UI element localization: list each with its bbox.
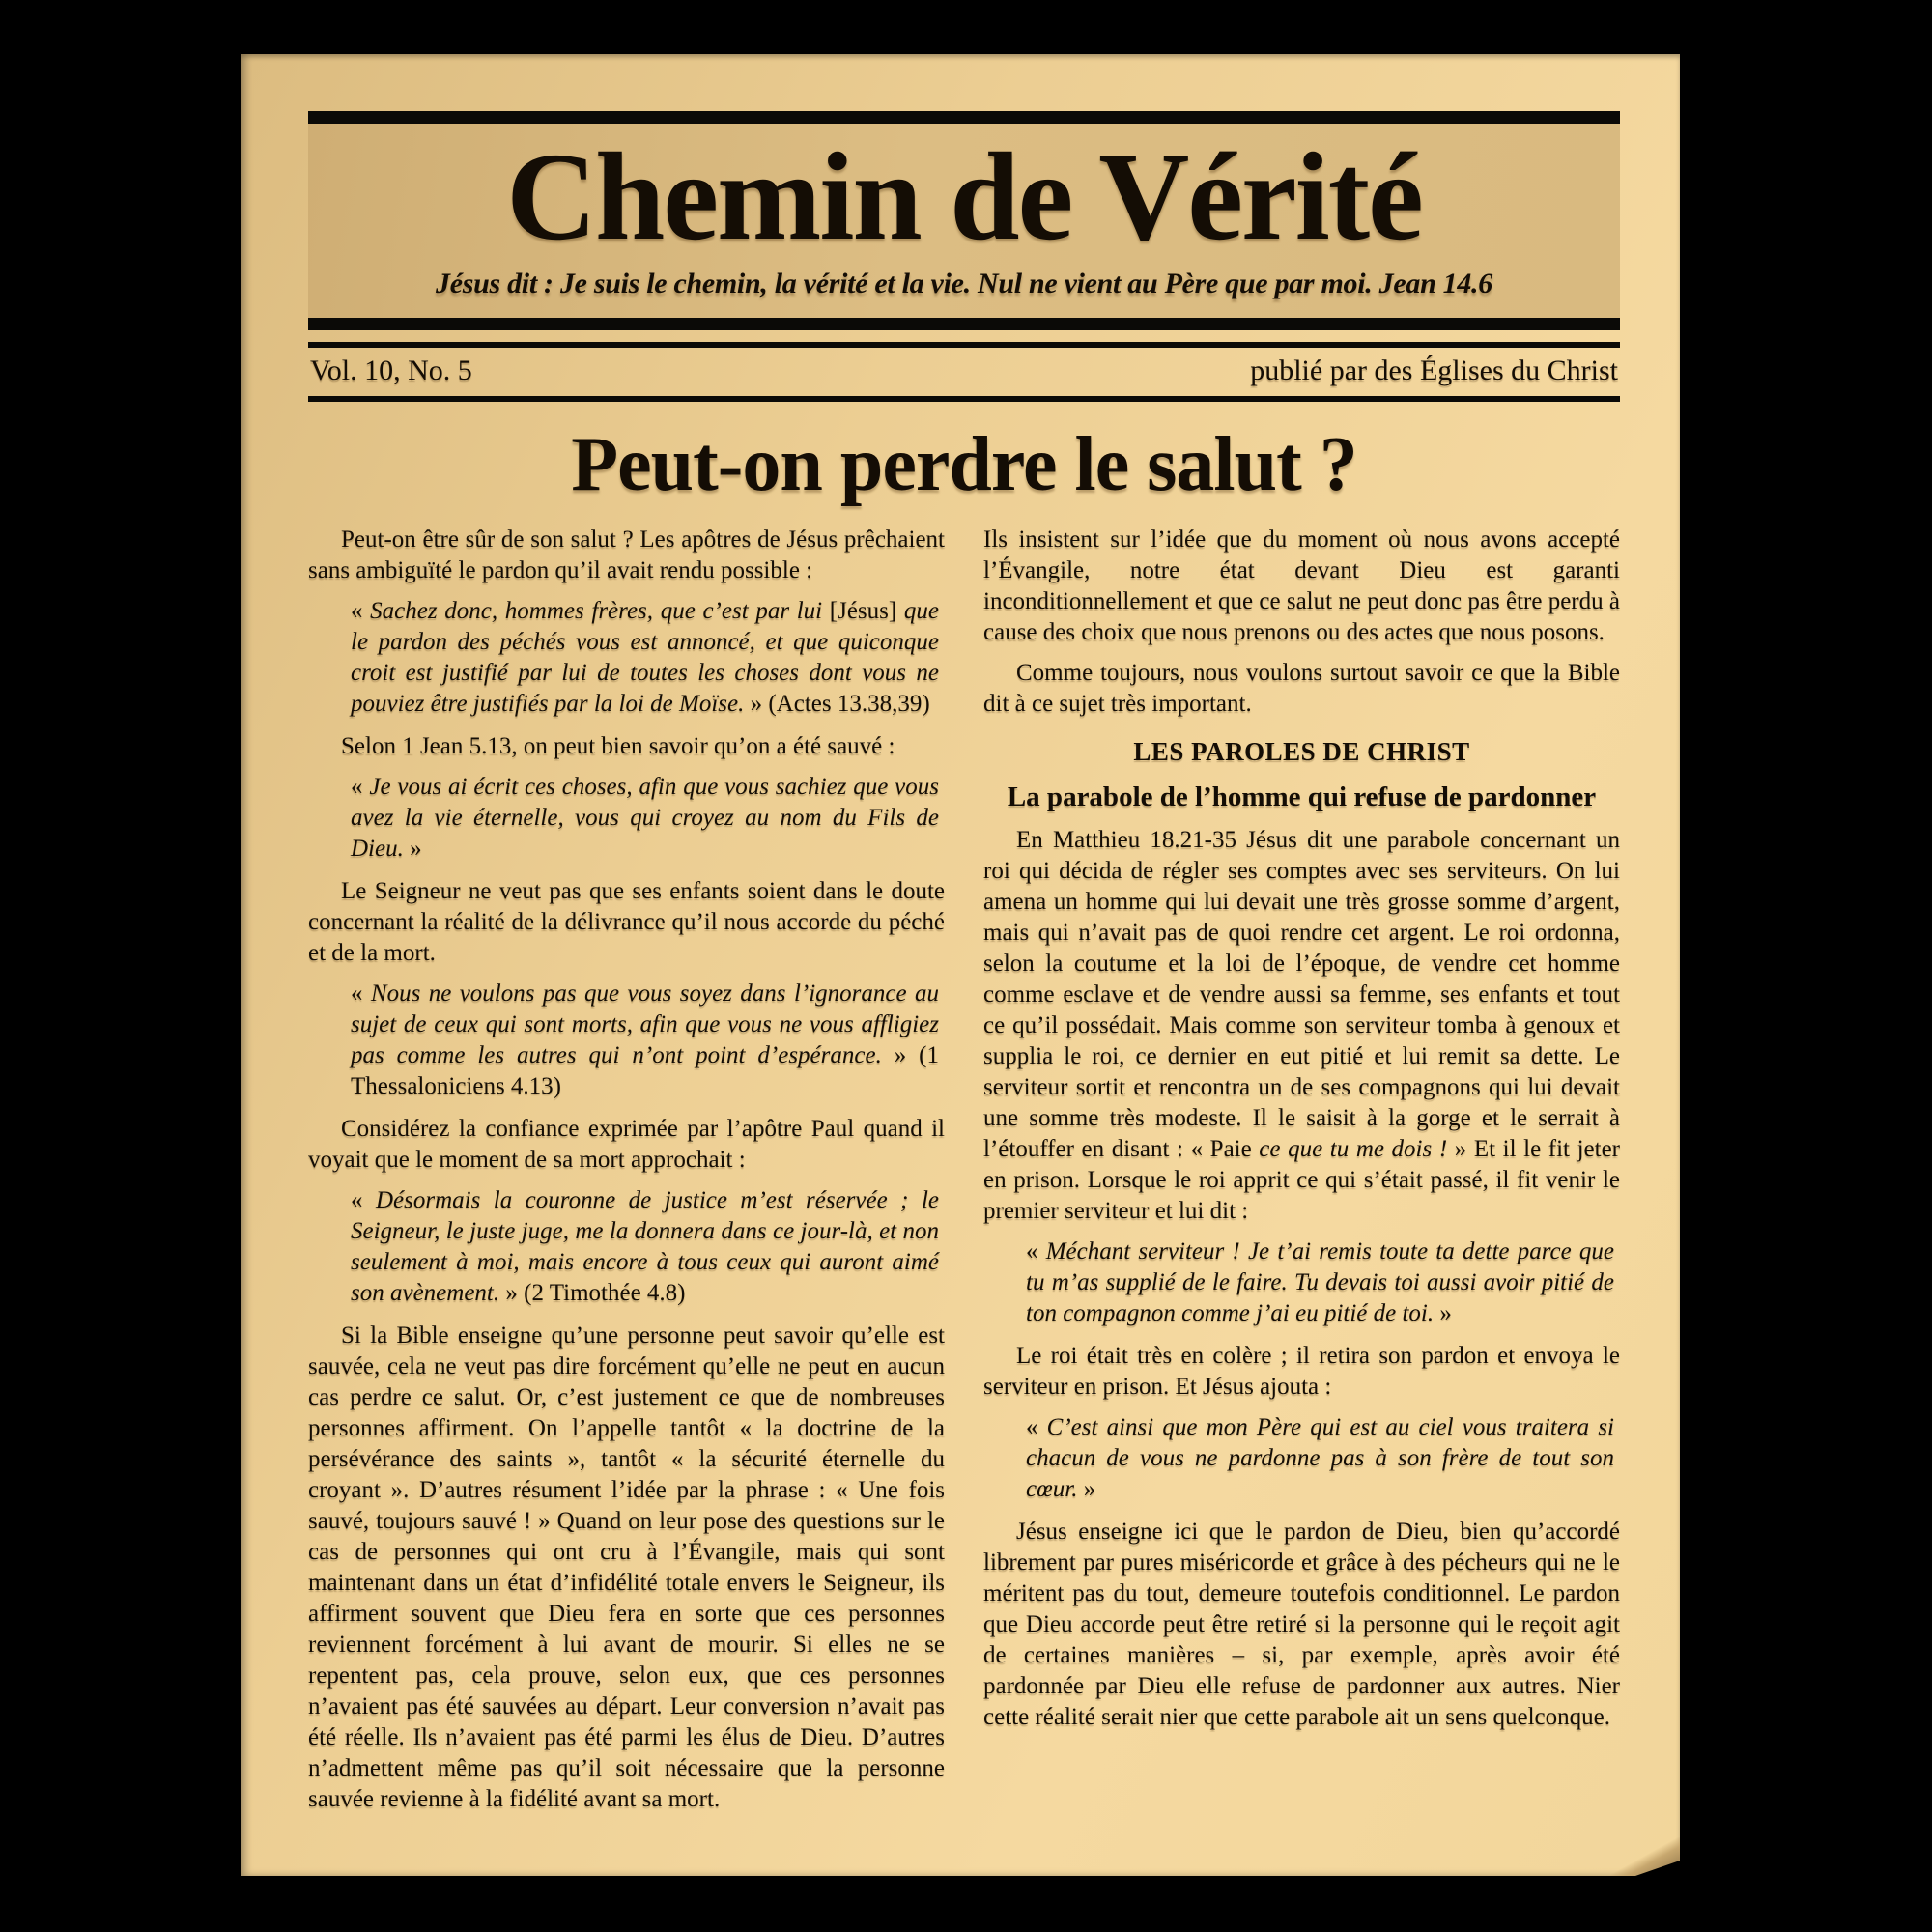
paragraph: Peut-on être sûr de son salut ? Les apôtres de Jésus prêchaient sans ambiguïté le pardon qu’il avait rendu possible : [308, 526, 945, 583]
paragraph: Le Seigneur ne veut pas que ses enfants soient dans le doute concernant la réalité de la délivrance qu’il nous accorde du péché et de la mort. [308, 877, 945, 966]
paragraph: Considérez la confiance exprimée par l’apôtre Paul quand il voyait que le moment de sa mort approchait : [308, 1115, 945, 1173]
paragraph: Le roi était très en colère ; il retira son pardon et envoya le serviteur en prison. Et Jésus ajouta : [983, 1343, 1620, 1401]
article-column-right [983, 525, 1620, 1825]
masthead-subtitle: Jésus dit : Je suis le chemin, la vérité et la vie. Nul ne vient au Père que par moi. Jean 14.6 [436, 267, 1492, 299]
paragraph: Si la Bible enseigne qu’une personne peut savoir qu’elle est sauvée, cela ne veut pas dire forcément qu’elle ne peut en aucun cas perdre ce salut. Or, c’est justement ce que de nombreuses personnes affirment. On l’appelle tantôt « la doctrine de la persévérance des saints », tantôt « la sécurité éternelle du croyant ». D’autres résument l’idée par la phrase : « Une fois sauvé, toujours sauvé ! » Quand on leur pose des questions sur le cas de personnes qui ont cru à l’Évangile, mais qui sont maintenant dans un état d’infidélité totale envers le Seigneur, ils affirment souvent que Dieu fera en sorte que ces personnes reviennent forcément à lui avant de mourir. Si elles ne se repentent pas, cela prouve, selon eux, que ces personnes n’avaient pas été sauvées au départ. Leur conversion n’avait pas été réelle. Ils n’avaient pas été parmi les élus de Dieu. D’autres n’admettent même pas qu’il soit nécessaire que la personne sauvée revienne à la fidélité avant sa mort. [308, 1321, 945, 1812]
newspaper-page [241, 54, 1680, 1876]
scripture-quote: « Désormais la couronne de justice m’est réservée ; le Seigneur, le juste juge, me la donnera dans ce jour-là, et non seulement à moi, mais encore à tous ceux qui auront aimé son avènement. » (2 Timothée 4.8) [351, 1186, 939, 1306]
page-curl-corner [1610, 1837, 1680, 1876]
article-column-left [308, 525, 945, 1825]
scripture-quote: « Nous ne voulons pas que vous soyez dans l’ignorance au sujet de ceux qui sont morts, afin que vous ne vous affligiez pas comme les autres qui n’ont point d’espérance. » (1 Thessaloniciens 4.13) [351, 980, 940, 1099]
issue-publisher: publié par des Églises du Christ [1250, 354, 1618, 386]
section-heading: LES PAROLES DE CHRIST [1133, 736, 1470, 766]
paragraph: En Matthieu 18.21-35 Jésus dit une parabole concernant un roi qui décida de régler ses comptes avec ses serviteurs. On lui amena un homme qui lui devait une très grosse somme d’argent, mais qui n’avait pas de quoi rendre cet argent. Le roi ordonna, selon la coutume et la loi de l’époque, de vendre cet homme comme esclave et de vendre aussi sa femme, ses enfants et tout ce qu’il possédait. Mais comme son serviteur tomba à genoux et supplia le roi, ce dernier en eut pitié et lui remit sa dette. Le serviteur sortit et rencontra un de ses compagnons qui lui devait une somme très modeste. Il le saisit à la gorge et le serrait à l’étouffer en disant : « Paie ce que tu me dois ! » Et il le fit jeter en prison. Lorsque le roi apprit ce qui s’était passé, il fit venir le premier serviteur et lui dit : [983, 827, 1620, 1225]
scripture-quote: « C’est ainsi que mon Père qui est au ciel vous traitera si chacun de vous ne pardonne pas à son frère de tout son cœur. » [1026, 1414, 1615, 1503]
scripture-quote: « Je vous ai écrit ces choses, afin que vous sachiez que vous avez la vie éternelle, vous qui croyez au nom du Fils de Dieu. » [351, 773, 939, 862]
paragraph: Jésus enseigne ici que le pardon de Dieu, bien qu’accordé librement par pures miséricorde et grâce à des pécheurs qui ne le méritent pas du tout, demeure toutefois conditionnel. Le pardon que Dieu accorde peut être retiré si la personne qui le reçoit agit de certaines manières – si, par exemple, après avoir été pardonnée par Dieu elle refuse de pardonner aux autres. Nier cette réalité serait nier que cette parabole ait un sens quelconque. [983, 1519, 1620, 1731]
scripture-quote: « Sachez donc, hommes frères, que c’est par lui [Jésus] que le pardon des péchés vous est annoncé, et que quiconque croit est justifié par lui de toutes les choses dont vous ne pouviez être justifiés par la loi de Moïse. » (Actes 13.38,39) [351, 597, 939, 717]
paragraph: Selon 1 Jean 5.13, on peut bien savoir qu’on a été sauvé : [341, 732, 895, 759]
scripture-quote: « Méchant serviteur ! Je t’ai remis toute ta dette parce que tu m’as supplié de le faire. Tu devais toi aussi avoir pitié de ton compagnon comme j’ai eu pitié de toi. » [1026, 1238, 1614, 1327]
paragraph: Comme toujours, nous voulons surtout savoir ce que la Bible dit à ce sujet très important. [983, 659, 1620, 717]
article-subheading: La parabole de l’homme qui refuse de pardonner [1007, 781, 1597, 813]
masthead [308, 111, 1620, 330]
article-headline: Peut-on perdre le salut ? [571, 421, 1357, 507]
issue-volume: Vol. 10, No. 5 [310, 354, 472, 386]
issue-info-bar [308, 342, 1620, 402]
article-columns [308, 525, 1620, 1825]
paragraph-continued: Ils insistent sur l’idée que du moment où nous avons accepté l’Évangile, notre état devant Dieu est garanti inconditionnellement et que ce salut ne peut donc pas être perdu à cause des choix que nous prenons ou des actes que nous posons. [983, 526, 1620, 645]
page-content [241, 111, 1680, 1825]
masthead-title: Chemin de Vérité [506, 128, 1422, 267]
